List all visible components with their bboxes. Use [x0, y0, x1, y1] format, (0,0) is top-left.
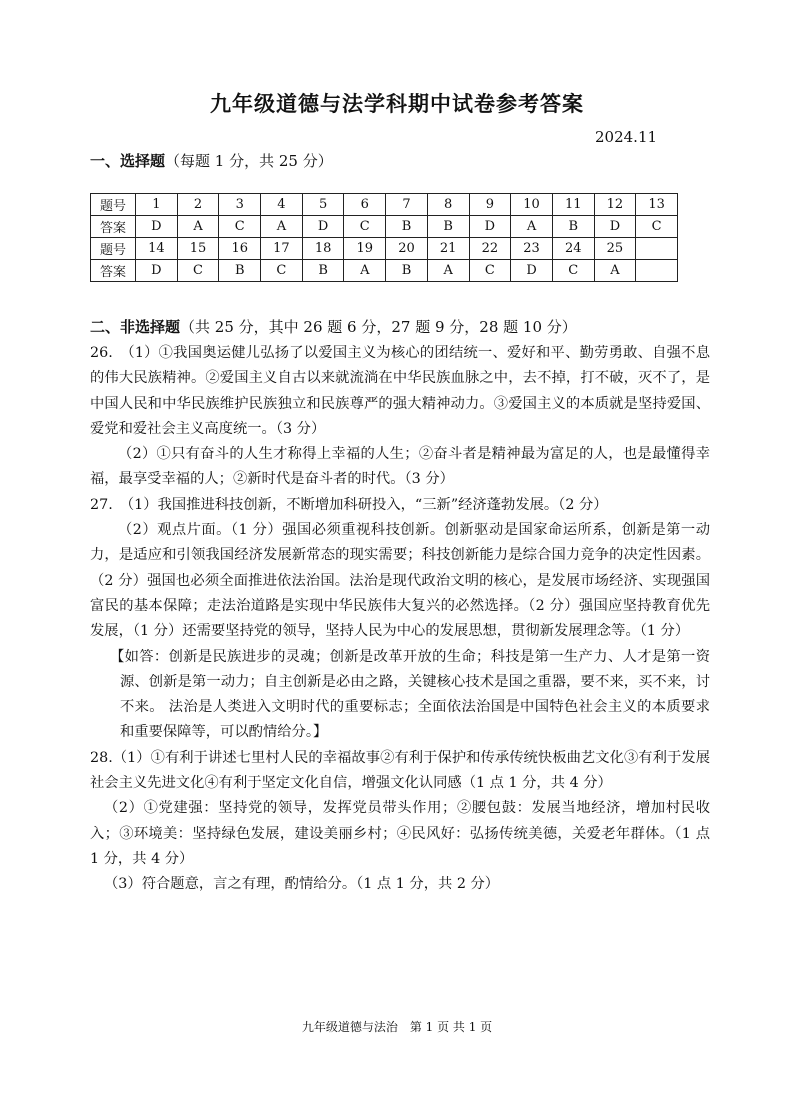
table-cell: A — [177, 216, 219, 238]
q27-note: 【如答：创新是民族进步的灵魂；创新是改革开放的生命；科技是第一生产力、人才是第一资源、创新是第一动力；自主创新是必由之路，关键核心技术是国之重器，要不来，买不来，讨不来。 法治是人类进入文明时代的重要标志；全面依法治国是中国特色社会主义的本质要求和重要保障等，可以酌情给分。】 — [110, 648, 710, 741]
table-row — [91, 238, 678, 260]
table-cell: A — [511, 216, 553, 238]
section-1-note: （每题 1 分，共 25 分） — [165, 152, 333, 170]
table-cell: 9 — [469, 194, 511, 216]
table-cell: C — [636, 216, 678, 238]
table-cell: 23 — [511, 238, 553, 260]
table-row-header: 答案 — [91, 260, 136, 282]
table-cell: A — [344, 260, 386, 282]
table-cell: 6 — [344, 194, 386, 216]
table-cell: 2 — [177, 194, 219, 216]
table-cell: 18 — [302, 238, 344, 260]
table-cell: 7 — [386, 194, 428, 216]
table-row — [91, 194, 678, 216]
q28-part2: （2）①党建强：坚持党的领导，发挥党员带头作用；②腰包鼓：发展当地经济，增加村民收入；③环境美：坚持绿色发展，建设美丽乡村；④民风好：弘扬传统美德，关爱老年群体。（1 点 1 分，共 4 分） — [90, 800, 710, 867]
table-cell: C — [219, 216, 261, 238]
table-cell: 16 — [219, 238, 261, 260]
table-cell: B — [427, 216, 469, 238]
table-row-header: 答案 — [91, 216, 136, 238]
table-row — [91, 260, 678, 282]
table-cell: A — [594, 260, 636, 282]
section-2-label: 二、非选择题 — [90, 318, 181, 336]
answer-table — [90, 193, 678, 282]
table-cell: 12 — [594, 194, 636, 216]
table-cell: D — [136, 260, 178, 282]
table-cell: C — [261, 260, 303, 282]
table-cell: C — [177, 260, 219, 282]
page-footer: 九年级道德与法治 第 1 页 共 1 页 — [301, 1020, 493, 1034]
table-cell: 8 — [427, 194, 469, 216]
table-cell: 1 — [136, 194, 178, 216]
table-cell: 25 — [594, 238, 636, 260]
table-cell: 4 — [261, 194, 303, 216]
table-cell: D — [136, 216, 178, 238]
table-cell: 5 — [302, 194, 344, 216]
table-cell: D — [511, 260, 553, 282]
table-cell: B — [302, 260, 344, 282]
table-cell: 20 — [386, 238, 428, 260]
table-cell: 13 — [636, 194, 678, 216]
table-cell: C — [469, 260, 511, 282]
section-1-heading — [90, 150, 333, 171]
table-cell: D — [469, 216, 511, 238]
table-cell — [636, 238, 678, 260]
section-2-heading — [90, 316, 577, 337]
table-cell: 15 — [177, 238, 219, 260]
table-cell: 22 — [469, 238, 511, 260]
table-cell: D — [594, 216, 636, 238]
table-cell: A — [427, 260, 469, 282]
q26-part1: 26. （1）①我国奥运健儿弘扬了以爱国主义为核心的团结统一、爱好和平、勤劳勇敢、自强不息的伟大民族精神。②爱国主义自古以来就流淌在中华民族血脉之中，去不掉，打不破，灭不了，是中国人民和中华民族维护民族独立和民族尊严的强大精神动力。③爱国主义的本质就是坚持爱国、爱党和爱社会主义高度统一。（3 分） — [90, 345, 710, 437]
q28-part1: 28.（1）①有利于讲述七里村人民的幸福故事②有利于保护和传承传统快板曲艺文化③有利于发展社会主义先进文化④有利于坚定文化自信，增强文化认同感（1 点 1 分，共 4 分） — [90, 749, 710, 792]
table-cell: B — [219, 260, 261, 282]
table-cell — [636, 260, 678, 282]
section-2-note: （共 25 分，其中 26 题 6 分，27 题 9 分，28 题 10 分） — [180, 318, 577, 336]
table-cell: B — [552, 216, 594, 238]
table-cell: B — [386, 216, 428, 238]
table-cell: D — [302, 216, 344, 238]
q27-part2: （2）观点片面。（1 分）强国必须重视科技创新。创新驱动是国家命运所系，创新是第一动力，是适应和引领我国经济发展新常态的现实需要；科技创新能力是综合国力竞争的决定性因素。（2 分）强国也必须全面推进依法治国。法治是现代政治文明的核心，是发展市场经济、实现强国富民的基本保障；走法治道路是实现中华民族伟大复兴的必然选择。（2 分）强国应坚持教育优先发展，（1 分）还需要坚持党的领导，坚持人民为中心的发展思想，贯彻新发展理念等。（1 分） — [90, 522, 710, 640]
table-cell: 11 — [552, 194, 594, 216]
table-row-header: 题号 — [91, 194, 136, 216]
table-cell: B — [386, 260, 428, 282]
table-cell: 17 — [261, 238, 303, 260]
answers-body — [90, 341, 710, 898]
table-row — [91, 216, 678, 238]
table-cell: 14 — [136, 238, 178, 260]
table-cell: 21 — [427, 238, 469, 260]
table-cell: 19 — [344, 238, 386, 260]
section-1-label: 一、选择题 — [90, 152, 166, 170]
table-cell: C — [344, 216, 386, 238]
exam-date: 2024.11 — [595, 128, 658, 146]
table-cell: 10 — [511, 194, 553, 216]
table-cell: 3 — [219, 194, 261, 216]
table-cell: C — [552, 260, 594, 282]
table-row-header: 题号 — [91, 238, 136, 260]
q26-part2: （2）①只有奋斗的人生才称得上幸福的人生；②奋斗者是精神最为富足的人，也是最懂得幸福，最享受幸福的人；②新时代是奋斗者的时代。（3 分） — [90, 446, 710, 488]
table-cell: 24 — [552, 238, 594, 260]
table-cell: A — [261, 216, 303, 238]
page-title: 九年级道德与法学科期中试卷参考答案 — [210, 92, 584, 116]
q28-part3: （3）符合题意，言之有理，酌情给分。（1 点 1 分，共 2 分） — [104, 876, 500, 893]
q27-part1: 27. （1）我国推进科技创新，不断增加科研投入，“三新”经济蓬勃发展。（2 分） — [90, 496, 608, 513]
